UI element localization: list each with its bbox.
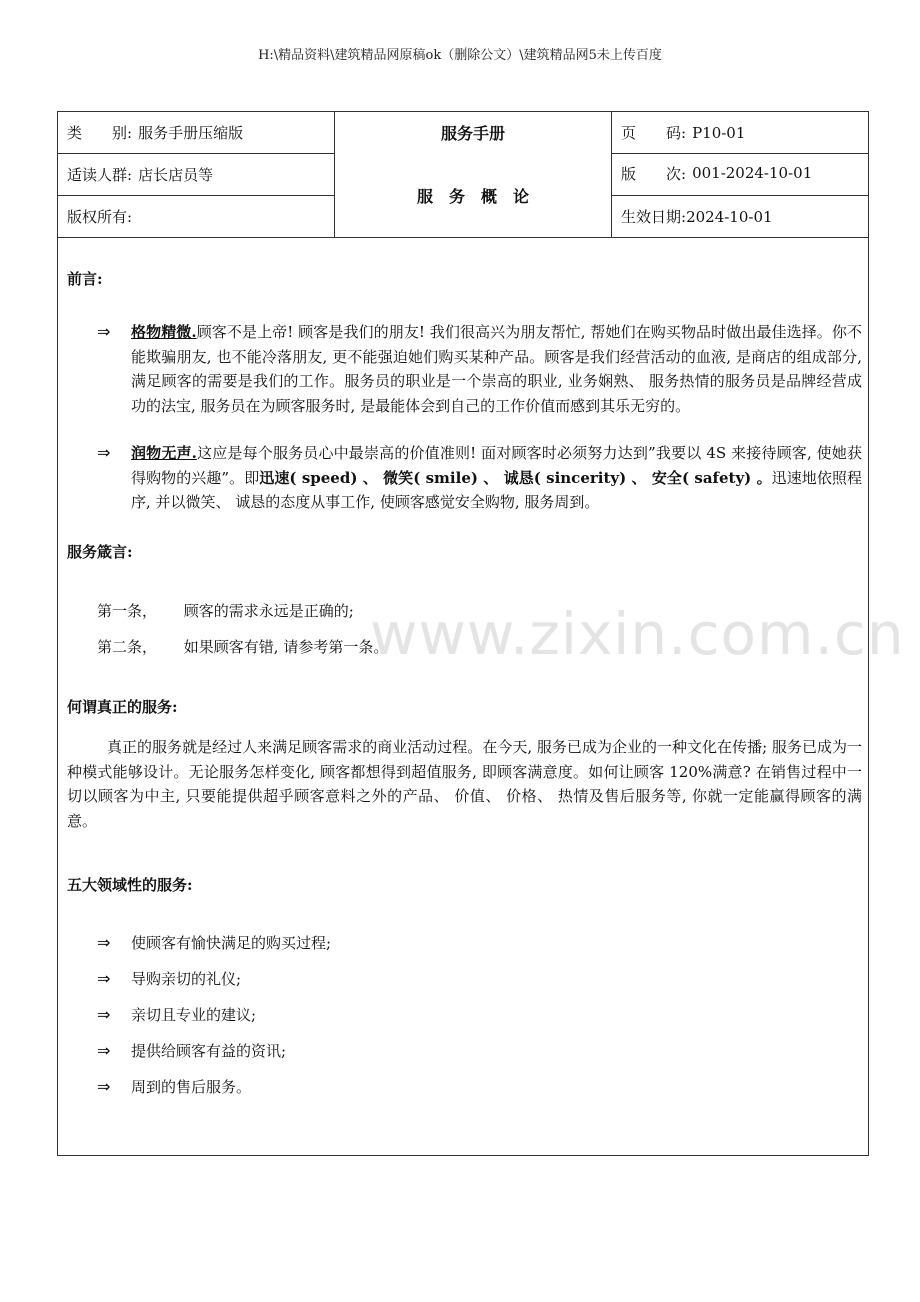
preface-item-2-4s: 迅速( speed) 、 微笑( smile) 、 诚恳( sincerity) 、 安全( safety) 。: [259, 468, 772, 487]
preface-item-2-text: [131, 441, 862, 515]
motto-rule-1-label: 第一条，: [97, 602, 158, 620]
effective-label: 生效日期:: [621, 208, 687, 226]
arrow-icon: ⇒: [97, 1077, 111, 1096]
motto-heading: 服务箴言:: [67, 543, 133, 561]
subtitle: 服 务 概 论: [416, 187, 529, 206]
copyright-cell: [67, 196, 332, 237]
version-cell: [621, 154, 866, 192]
arrow-icon: ⇒: [97, 933, 111, 952]
five-areas-item-text: 亲切且专业的建议;: [131, 1006, 257, 1024]
arrow-icon: ⇒: [97, 322, 111, 341]
effective-date-cell: [621, 196, 866, 237]
preface-item-1-body: 顾客不是上帝! 顾客是我们的朋友! 我们很高兴为朋友帮忙, 帮她们在购买物品时做出最佳选择。你不能欺骗朋友, 也不能冷落朋友, 更不能强迫她们购买某种产品。顾客是我们经营活动的血液, 是商店的组成部分, 满足顾客的需要是我们的工作。服务员的职业是一个崇高的职业, 业务娴熟、 服务热情的服务员是品牌经营成功的法宝, 服务员在为顾客服务时, 是最能体会到自己的工作价值而感到其乐无穷的。: [131, 323, 862, 415]
preface-heading: 前言:: [67, 270, 103, 288]
category-cell: [67, 112, 332, 153]
page-cell: [621, 112, 866, 153]
preface-item-1-text: [131, 320, 862, 418]
motto-rule-2-text: 如果顾客有错, 请参考第一条。: [183, 638, 389, 656]
readers-label: 适读人群:: [67, 166, 133, 184]
arrow-icon: ⇒: [97, 1005, 111, 1024]
five-areas-item-4: [97, 1039, 286, 1064]
five-areas-item-text: 导购亲切的礼仪;: [131, 970, 242, 988]
five-areas-item-text: 提供给顾客有益的资讯;: [131, 1042, 287, 1060]
five-areas-item-2: [97, 967, 241, 992]
arrow-icon: ⇒: [97, 969, 111, 988]
page-label: 页 码:: [621, 124, 687, 142]
preface-item-1: [97, 320, 862, 418]
true-service-heading: 何谓真正的服务:: [67, 698, 178, 716]
page-value: P10-01: [692, 123, 746, 142]
manual-title: 服务手册: [440, 124, 505, 143]
preface-item-1-title: 格物精微.: [131, 323, 197, 341]
preface-item-2-body-a: 这应是每个服务员心中最崇高的价值准则! 面对顾客时必须努力达到”我要以 4S 来接待顾客, 使她获得购物的兴趣”。即: [131, 444, 862, 487]
effective-value: 2024-10-01: [686, 207, 773, 226]
motto-rule-2-label: 第二条，: [97, 638, 158, 656]
five-areas-item-3: [97, 1003, 256, 1028]
motto-rule-1-text: 顾客的需求永远是正确的;: [183, 602, 354, 620]
preface-item-2-body-b: 迅速地依照程序, 并以微笑、 诚恳的态度从事工作, 使顾客感觉安全购物, 服务周到。: [131, 468, 863, 511]
version-value: 001-2024-10-01: [692, 164, 813, 182]
file-path-line: H:\精品资料\建筑精品网原稿ok（删除公文）\建筑精品网5未上传百度: [258, 48, 662, 63]
five-areas-heading: 五大领域性的服务:: [67, 876, 193, 894]
five-areas-item-5: [97, 1075, 251, 1100]
category-value: 服务手册压缩版: [138, 124, 244, 142]
preface-item-2-title: 润物无声.: [131, 444, 197, 462]
preface-item-2: [97, 441, 862, 515]
five-areas-item-text: 使顾客有愉快满足的购买过程;: [131, 934, 332, 952]
header-table: [58, 112, 868, 238]
readers-value: 店长店员等: [138, 166, 214, 184]
five-areas-item-1: [97, 931, 331, 956]
true-service-text: 真正的服务就是经过人来满足顾客需求的商业活动过程。在今天, 服务已成为企业的一种文化在传播; 服务已成为一种模式能够设计。无论服务怎样变化, 顾客都想得到超值服务, 即顾客满意度。如何让顾客 120%满意? 在销售过程中一切以顾客为中主, 只要能提供超乎顾客意料之外的产品、 价值、 价格、 热情及售后服务等, 你就一定能赢得顾客的满意。: [67, 738, 862, 830]
five-areas-item-text: 周到的售后服务。: [131, 1078, 252, 1096]
arrow-icon: ⇒: [97, 443, 111, 462]
version-label: 版 次:: [621, 164, 687, 183]
arrow-icon: ⇒: [97, 1041, 111, 1060]
watermark: www.zixin.com.cn: [370, 600, 905, 668]
motto-rule-2: [97, 635, 388, 660]
readers-cell: [67, 154, 332, 195]
category-label: 类 别:: [67, 124, 133, 142]
motto-rule-1: [97, 599, 354, 624]
copyright-label: 版权所有:: [67, 208, 133, 226]
document-frame: [57, 111, 869, 1156]
